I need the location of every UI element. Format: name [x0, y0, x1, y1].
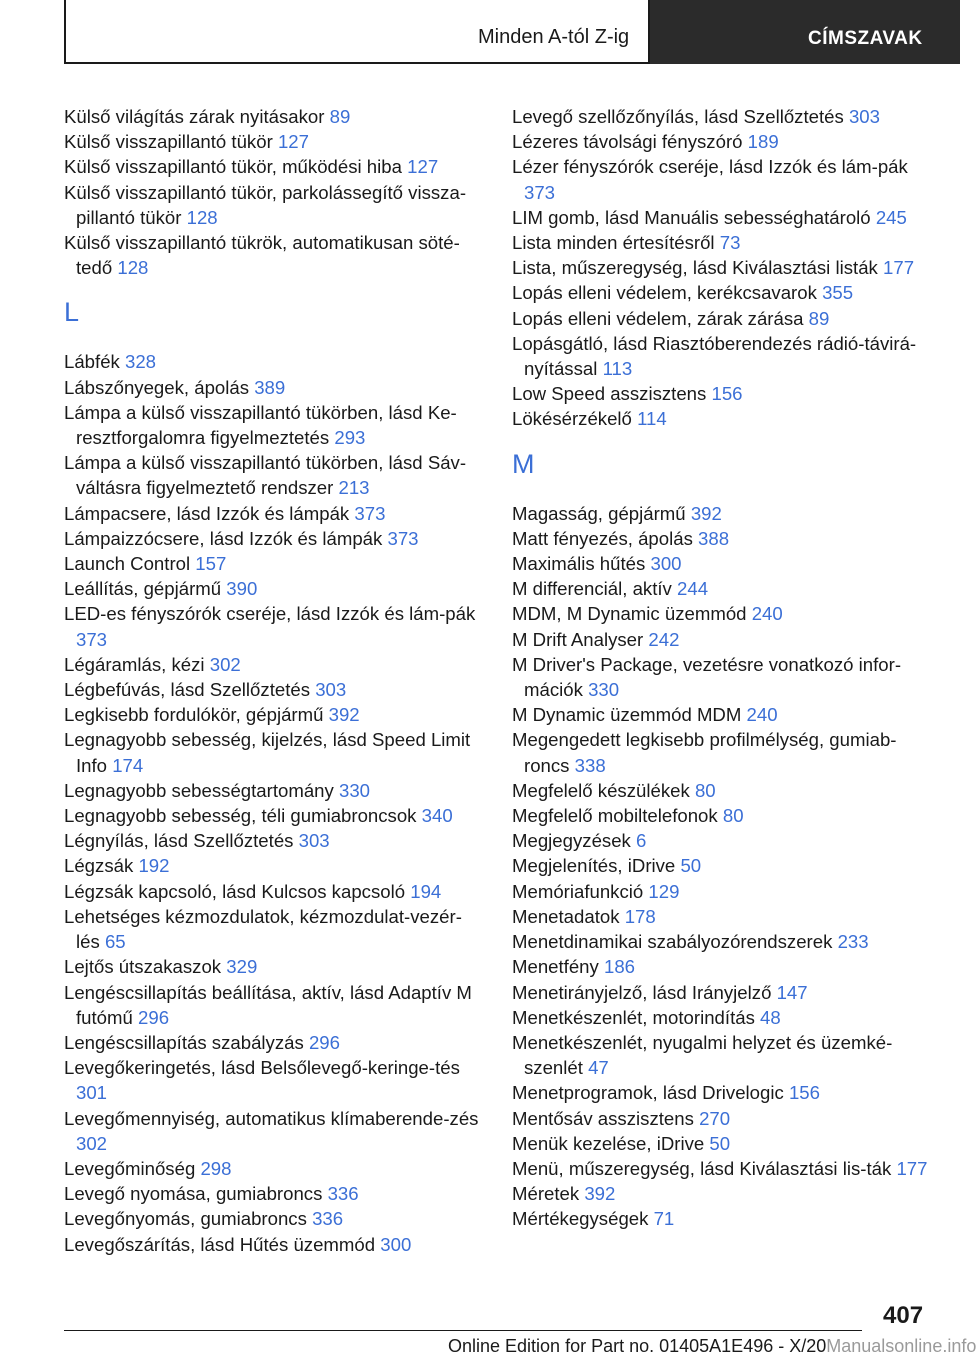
- index-page-link[interactable]: 336: [312, 1208, 344, 1230]
- index-entry: [64, 180, 484, 230]
- index-letter-heading: M: [512, 448, 535, 479]
- index-entry: [512, 205, 932, 230]
- index-entry: [512, 1030, 932, 1080]
- index-page-link[interactable]: 177: [896, 1157, 928, 1179]
- index-page-link[interactable]: 340: [421, 805, 453, 827]
- index-page-link[interactable]: 174: [112, 754, 144, 776]
- index-entry: [64, 375, 484, 400]
- index-page-link[interactable]: 156: [788, 1082, 820, 1104]
- index-page-link[interactable]: 240: [746, 704, 778, 726]
- index-page-link[interactable]: 328: [125, 351, 157, 373]
- index-page-link[interactable]: 392: [328, 704, 360, 726]
- index-entry: [512, 828, 932, 853]
- index-entry-text: Légzsák: [64, 855, 134, 877]
- index-entry: [512, 980, 932, 1005]
- index-page-link[interactable]: 338: [574, 754, 606, 776]
- index-entry: [512, 255, 932, 280]
- index-page-link[interactable]: 293: [334, 427, 366, 449]
- index-page-link[interactable]: 389: [254, 376, 286, 398]
- index-entry: [64, 702, 484, 727]
- index-entry-text: Mértékegységek: [512, 1208, 649, 1230]
- index-entry: [512, 727, 932, 777]
- index-page-link[interactable]: 113: [602, 358, 633, 380]
- index-entry: [512, 803, 932, 828]
- section-tab-label: CÍMSZAVAK: [808, 28, 923, 49]
- section-title: Minden A-tól Z-ig: [478, 26, 630, 48]
- index-entry: [512, 1106, 932, 1131]
- index-page-link[interactable]: 213: [338, 477, 370, 499]
- index-entry-text: M differenciál, aktív: [512, 578, 672, 600]
- index-page-link[interactable]: 127: [277, 131, 309, 153]
- index-entry: [512, 331, 932, 381]
- index-entry-text: Légbefúvás, lásd Szellőztetés: [64, 679, 311, 701]
- index-page-link[interactable]: 73: [719, 232, 741, 254]
- index-entry: [64, 778, 484, 803]
- index-entry: [512, 1181, 932, 1206]
- index-page-link[interactable]: 128: [186, 206, 218, 228]
- index-entry: [64, 727, 484, 777]
- index-page-link[interactable]: 330: [338, 779, 371, 801]
- index-entry-text: Lámpacsere, lásd Izzók és lámpák: [64, 502, 350, 524]
- header-bottom-rule: [64, 62, 650, 64]
- index-entry-text: Külső visszapillantó tükrök, automatikusan söté‐tedő: [64, 232, 460, 279]
- index-entry-text: Magasság, gépjármű: [512, 502, 686, 524]
- index-entry-text: M Dynamic üzemmód MDM: [512, 704, 742, 726]
- index-entry: [64, 551, 484, 576]
- index-entry: [64, 576, 484, 601]
- index-entry-text: Lejtős útszakaszok: [64, 956, 222, 978]
- index-entry: [512, 904, 932, 929]
- index-entry-text: Menetfény: [512, 956, 599, 978]
- index-page-link[interactable]: 300: [380, 1233, 412, 1255]
- index-entry: [512, 280, 932, 305]
- index-page-link[interactable]: 178: [624, 905, 656, 927]
- index-page-link[interactable]: 303: [315, 679, 347, 701]
- index-entry: [64, 1181, 484, 1206]
- index-page-link[interactable]: 298: [200, 1157, 232, 1179]
- index-entry-text: Megjelenítés, iDrive: [512, 855, 676, 877]
- index-entry-text: M Drift Analyser: [512, 628, 644, 650]
- index-entry-text: Légzsák kapcsoló, lásd Kulcsos kapcsoló: [64, 880, 406, 902]
- index-page-link[interactable]: 392: [584, 1183, 616, 1205]
- index-entry-text: Legkisebb fordulókör, gépjármű: [64, 704, 324, 726]
- index-entry-text: Lábfék: [64, 351, 120, 373]
- index-entry-text: Legnagyobb sebesség, téli gumiabroncsok: [64, 805, 417, 827]
- index-entry: [64, 230, 484, 280]
- index-page-link[interactable]: 244: [677, 578, 709, 600]
- index-page-link[interactable]: 303: [848, 106, 880, 127]
- index-entry-text: Lopásgátló, lásd Riasztóberendezés rádió-távirá‐nyítással: [512, 332, 917, 380]
- index-entry: [512, 381, 932, 406]
- index-entry-text: Mentősáv asszisztens: [512, 1107, 694, 1129]
- index-entry-text: Lopás elleni védelem, zárak zárása: [512, 307, 804, 329]
- index-entry-text: Megfelelő mobiltelefonok: [512, 805, 718, 827]
- index-page-link[interactable]: 156: [711, 383, 743, 405]
- index-page-link[interactable]: 89: [329, 106, 351, 127]
- index-column-right: [512, 104, 932, 1232]
- index-page-link[interactable]: 89: [808, 307, 830, 329]
- index-entry-text: Maximális hűtés: [512, 553, 646, 575]
- index-page-link[interactable]: 302: [76, 1132, 108, 1154]
- index-entry: [512, 929, 932, 954]
- index-entry-text: Lökésérzékelő: [512, 408, 632, 430]
- index-page-link[interactable]: 330: [588, 679, 620, 701]
- index-page-link[interactable]: 127: [407, 156, 439, 178]
- index-entry: [512, 1206, 932, 1231]
- index-page-link[interactable]: 373: [76, 628, 108, 650]
- index-entry: [64, 803, 484, 828]
- index-page-link[interactable]: 50: [709, 1132, 731, 1154]
- index-page-link[interactable]: 189: [747, 131, 779, 153]
- index-entry: [512, 702, 932, 727]
- index-entry: [64, 1156, 484, 1181]
- index-page-link[interactable]: 296: [308, 1031, 340, 1053]
- index-letter-heading: L: [64, 297, 80, 328]
- index-entry-text: Légáramlás, kézi: [64, 653, 205, 675]
- index-entry-text: Lista minden értesítésről: [512, 232, 715, 254]
- index-entry: [64, 677, 484, 702]
- index-entry-text: Leállítás, gépjármű: [64, 578, 222, 600]
- index-entry: [512, 1131, 932, 1156]
- index-entry: [64, 104, 484, 129]
- index-entry-text: Külső világítás zárak nyitásakor: [64, 106, 325, 127]
- index-entry-text: Legnagyobb sebesség, kijelzés, lásd Speed Limit Info: [64, 729, 471, 776]
- index-entry-text: Levegőnyomás, gumiabroncs: [64, 1208, 307, 1230]
- index-entry-text: Menetadatok: [512, 905, 620, 927]
- index-entry: [512, 1080, 932, 1105]
- index-entry-text: Menetirányjelző, lásd Irányjelző: [512, 981, 772, 1003]
- index-page-link[interactable]: 329: [226, 956, 258, 978]
- index-entry-text: Lopás elleni védelem, kerékcsavarok: [512, 282, 817, 304]
- index-page-link[interactable]: 301: [76, 1082, 108, 1104]
- index-entry: [512, 627, 932, 652]
- index-page-link[interactable]: 80: [722, 805, 744, 827]
- index-entry-text: Méretek: [512, 1183, 580, 1205]
- index-entry: [64, 154, 484, 179]
- index-entry-text: Lézeres távolsági fényszóró: [512, 131, 743, 153]
- index-page-link[interactable]: 194: [410, 880, 442, 902]
- index-page-link[interactable]: 233: [837, 931, 869, 953]
- index-entry: [512, 954, 932, 979]
- index-entry: [64, 349, 484, 374]
- index-page-link[interactable]: 373: [354, 502, 386, 524]
- index-entry-text: Lengéscsillapítás beállítása, aktív, lásd Adaptív M futómű: [64, 981, 472, 1028]
- index-entry: [512, 601, 932, 626]
- index-entry-text: MDM, M Dynamic üzemmód: [512, 603, 747, 625]
- index-entry-text: Levegőminőség: [64, 1157, 196, 1179]
- index-page-link[interactable]: 270: [699, 1107, 731, 1129]
- index-entry: [64, 1030, 484, 1055]
- index-entry: [64, 954, 484, 979]
- index-entry-text: Lehetséges kézmozdulatok, kézmozdulat-vezér‐lés: [64, 905, 462, 953]
- index-entry-text: Menük kezelése, iDrive: [512, 1132, 705, 1154]
- index-entry: [512, 230, 932, 255]
- index-page-link[interactable]: 71: [653, 1208, 675, 1230]
- index-entry: [512, 104, 932, 129]
- index-entry-text: Levegőszárítás, lásd Hűtés üzemmód: [64, 1233, 376, 1255]
- index-page-link[interactable]: 296: [138, 1006, 170, 1028]
- index-page-link[interactable]: 50: [680, 855, 702, 877]
- index-entry: [64, 526, 484, 551]
- index-column-left: [64, 104, 484, 1257]
- index-entry-text: Low Speed asszisztens: [512, 383, 707, 405]
- index-entry-text: Megfelelő készülékek: [512, 779, 690, 801]
- index-entry-text: Legnagyobb sebességtartomány: [64, 779, 334, 801]
- index-page-link[interactable]: 128: [117, 257, 149, 279]
- index-entry: [64, 1055, 484, 1105]
- index-page-link[interactable]: 177: [883, 257, 915, 279]
- index-entry: [512, 853, 932, 878]
- index-entry-text: Levegő szellőzőnyílás, lásd Szellőztetés: [512, 106, 844, 127]
- index-entry: [64, 1206, 484, 1231]
- index-page-link[interactable]: 355: [822, 282, 854, 304]
- index-entry: [512, 406, 932, 431]
- index-entry-text: Lengéscsillapítás szabályzás: [64, 1031, 304, 1053]
- index-page-link[interactable]: 242: [648, 628, 680, 650]
- index-page-link[interactable]: 388: [698, 527, 730, 549]
- index-entry-text: Memóriafunkció: [512, 880, 644, 902]
- index-entry-text: Menetkészenlét, motorindítás: [512, 1006, 755, 1028]
- index-entry: [512, 306, 932, 331]
- index-entry: [64, 400, 484, 450]
- index-page-link[interactable]: 303: [298, 830, 330, 852]
- index-entry: [64, 980, 484, 1030]
- index-entry-text: Külső visszapillantó tükör, működési hiba: [64, 156, 402, 178]
- index-entry: [512, 501, 932, 526]
- index-entry: [512, 1156, 932, 1181]
- index-page-link[interactable]: 48: [760, 1006, 781, 1028]
- index-entry: [64, 828, 484, 853]
- index-entry-text: Levegő nyomása, gumiabroncs: [64, 1183, 323, 1205]
- index-page-link[interactable]: 129: [648, 880, 680, 902]
- index-entry: [512, 879, 932, 904]
- index-entry-text: Megjegyzések: [512, 830, 631, 852]
- index-entry-text: Matt fényezés, ápolás: [512, 527, 693, 549]
- index-entry-text: LIM gomb, lásd Manuális sebességhatároló: [512, 206, 871, 228]
- index-entry-text: Lézer fényszórók cseréje, lásd Izzók és lám‐pák: [512, 156, 908, 178]
- index-entry-text: Lámpa a külső visszapillantó tükörben, lásd Ke‐resztforgalomra figyelmeztetés: [64, 401, 457, 449]
- index-entry-text: Menetdinamikai szabályozórendszerek: [512, 931, 833, 953]
- index-entry: [64, 1106, 484, 1156]
- index-entry: [512, 652, 932, 702]
- index-entry: [64, 904, 484, 954]
- index-page-link[interactable]: 157: [195, 553, 227, 575]
- index-page-link[interactable]: 240: [751, 603, 783, 625]
- index-entry-text: Launch Control: [64, 553, 191, 575]
- index-page-link[interactable]: 147: [776, 981, 808, 1003]
- index-entry: [64, 501, 484, 526]
- index-entry: [512, 551, 932, 576]
- index-page-link[interactable]: 192: [138, 855, 170, 877]
- index-page-link[interactable]: 114: [637, 408, 667, 430]
- index-page-link[interactable]: 186: [604, 956, 636, 978]
- index-entry-text: Menetprogramok, lásd Drivelogic: [512, 1082, 784, 1104]
- footer-edition-text: Online Edition for Part no. 01405A1E496 - X/20: [448, 1336, 827, 1356]
- index-entry: [64, 853, 484, 878]
- index-entry: [64, 1232, 484, 1257]
- index-entry: [64, 129, 484, 154]
- index-page-link[interactable]: 300: [650, 553, 682, 575]
- index-entry: [64, 879, 484, 904]
- footer-rule: [64, 1330, 862, 1331]
- index-entry: [512, 576, 932, 601]
- page-number: 407: [883, 1302, 924, 1329]
- index-entry-text: Külső visszapillantó tükör, parkolássegítő vissza‐pillantó tükör: [64, 181, 467, 228]
- index-page-link[interactable]: 80: [694, 779, 716, 801]
- index-entry-text: Megengedett legkisebb profilmélység, gumiab‐roncs: [512, 729, 897, 776]
- index-entry-text: Külső visszapillantó tükör: [64, 131, 273, 153]
- index-entry-text: Levegőkeringetés, lásd Belsőlevegő-keringe‐tés: [64, 1057, 460, 1079]
- index-page-link[interactable]: 302: [209, 653, 241, 675]
- index-entry-text: Lábszőnyegek, ápolás: [64, 376, 250, 398]
- index-entry: [512, 129, 932, 154]
- index-page-link[interactable]: 373: [387, 527, 419, 549]
- index-page-link[interactable]: 245: [875, 206, 907, 228]
- index-entry-text: LED-es fényszórók cseréje, lásd Izzók és lám‐pák: [64, 603, 476, 625]
- header-left-rule: [64, 0, 66, 64]
- index-entry: [512, 1005, 932, 1030]
- index-entry-text: Légnyílás, lásd Szellőztetés: [64, 830, 294, 852]
- footer-brand-watermark: Manualsonline.info: [826, 1336, 976, 1356]
- index-entry-text: Levegőmennyiség, automatikus klímaberende‐zés: [64, 1107, 479, 1129]
- index-entry-text: Menetkészenlét, nyugalmi helyzet és üzemké‐szenlét: [512, 1031, 893, 1079]
- index-entry: [512, 154, 932, 204]
- index-entry-text: Lámpa a külső visszapillantó tükörben, lásd Sáv‐váltásra figyelmeztető rendszer: [64, 452, 467, 499]
- index-page-link[interactable]: 373: [524, 181, 556, 203]
- index-entry-text: Lista, műszeregység, lásd Kiválasztási listák: [512, 257, 878, 279]
- index-entry-text: M Driver's Package, vezetésre vonatkozó infor‐mációk: [512, 653, 902, 701]
- index-page-link[interactable]: 390: [226, 578, 258, 600]
- index-entry: [64, 450, 484, 500]
- index-entry: [512, 526, 932, 551]
- index-page-link[interactable]: 47: [588, 1057, 609, 1079]
- footer: [448, 1336, 976, 1357]
- index-page-link[interactable]: 336: [327, 1183, 359, 1205]
- index-entry: [512, 778, 932, 803]
- index-entry-text: Lámpaizzócsere, lásd Izzók és lámpák: [64, 527, 383, 549]
- index-entry-text: Menü, műszeregység, lásd Kiválasztási lis‐ták: [512, 1157, 892, 1179]
- index-entry: [64, 652, 484, 677]
- index-entry: [64, 601, 484, 651]
- index-page-link[interactable]: 6: [636, 830, 647, 852]
- index-page-link[interactable]: 65: [104, 931, 126, 953]
- index-page-link[interactable]: 392: [690, 502, 722, 524]
